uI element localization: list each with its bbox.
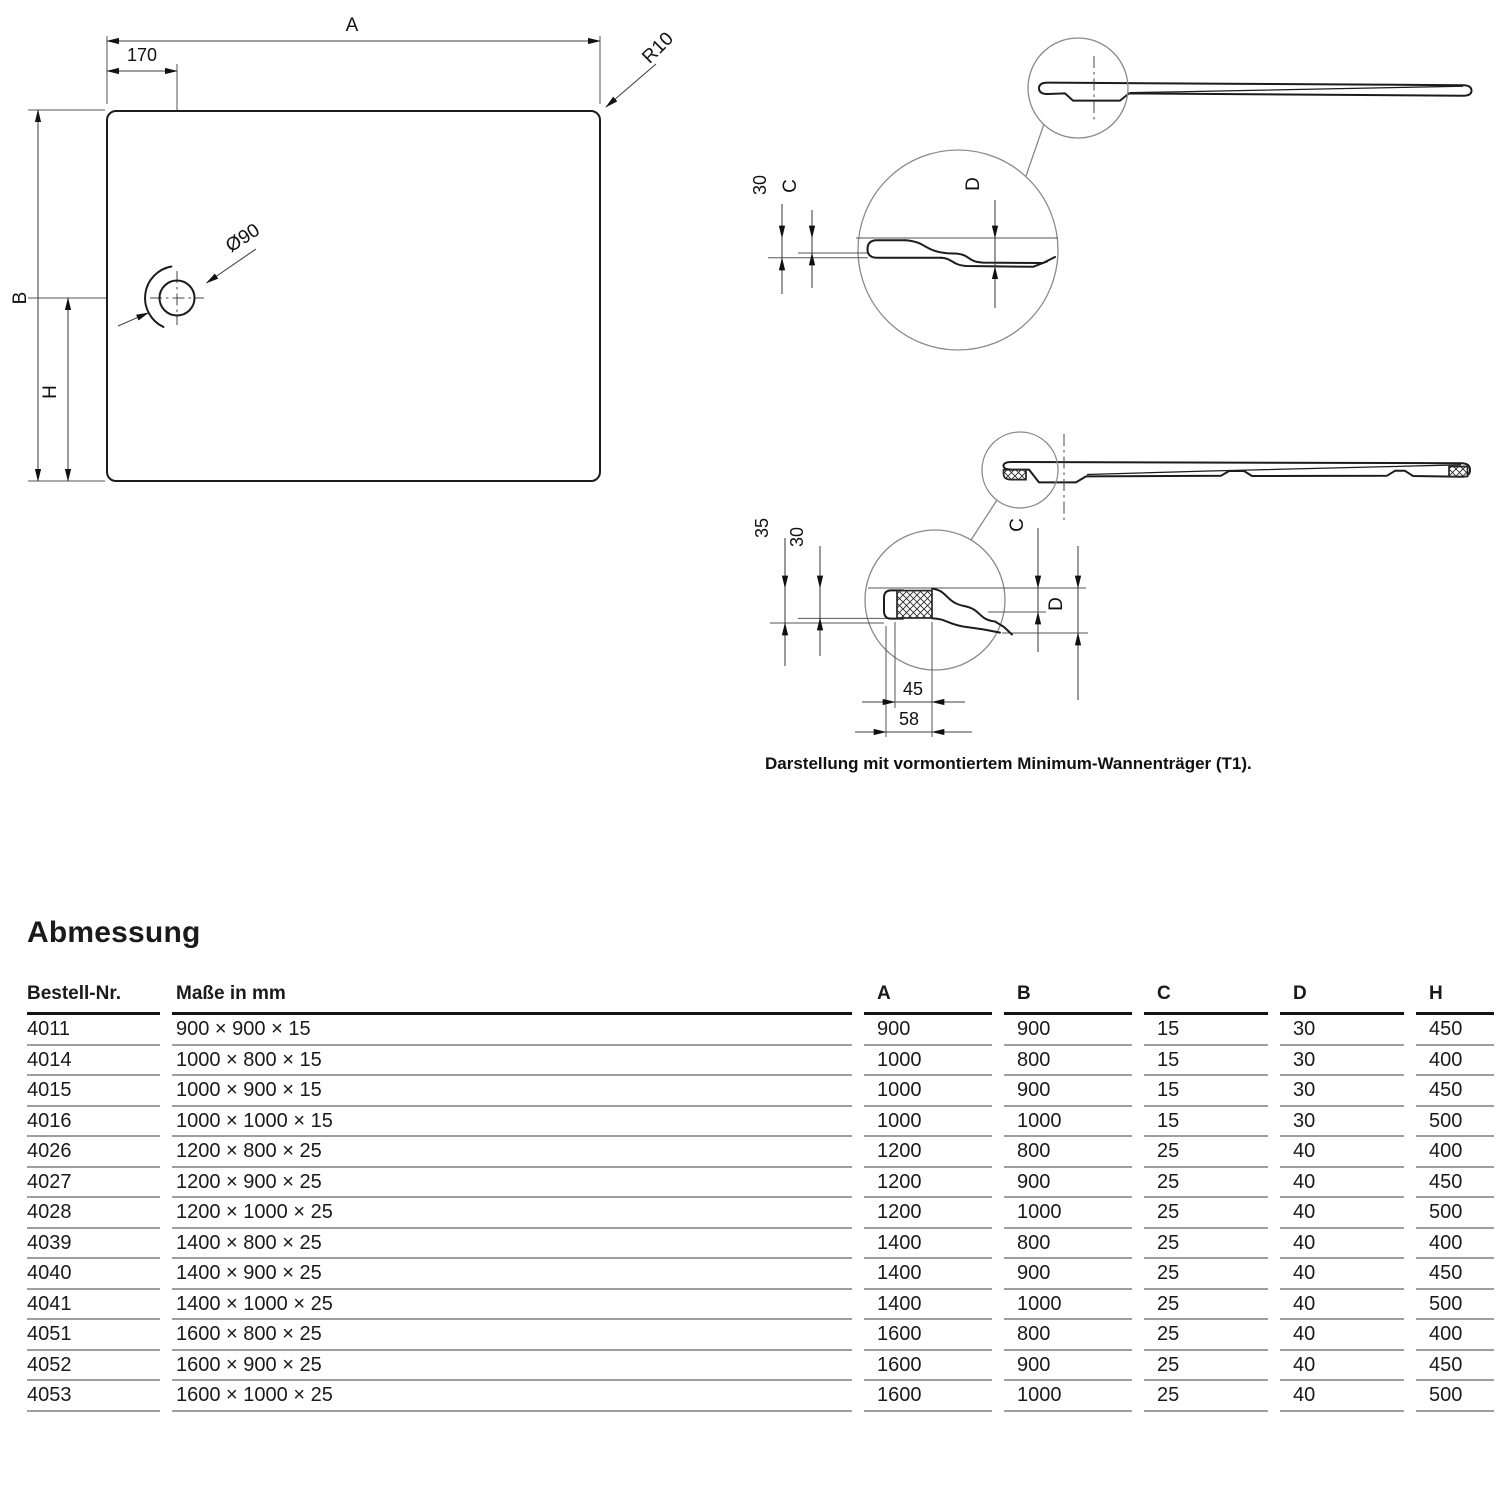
dim-label-b: B [10, 291, 31, 305]
order-number-cell: 4015 [27, 1076, 160, 1107]
value-cell: 40 [1280, 1137, 1404, 1168]
value-cell: 40 [1280, 1351, 1404, 1382]
order-number-cell: 4028 [27, 1198, 160, 1229]
value-cell: 1600 [864, 1381, 992, 1412]
tray-section-profile [1039, 83, 1472, 101]
value-cell: 500 [1416, 1290, 1494, 1321]
value-cell: 1600 × 900 × 25 [172, 1351, 852, 1382]
dim-label-30-top: 30 [750, 174, 770, 196]
dimension-b [10, 110, 38, 481]
value-cell: 450 [1416, 1168, 1494, 1199]
column-header: Bestell-Nr. [27, 983, 160, 1015]
value-cell: 1600 [864, 1320, 992, 1351]
order-number-cell: 4016 [27, 1107, 160, 1138]
detail-connector [1026, 124, 1044, 176]
value-cell: 25 [1144, 1259, 1268, 1290]
value-cell: 1000 × 800 × 15 [172, 1046, 852, 1077]
value-cell: 30 [1280, 1046, 1404, 1077]
value-cell: 400 [1416, 1137, 1494, 1168]
dim-label-c-bottom: C [1007, 518, 1028, 532]
value-cell: 450 [1416, 1076, 1494, 1107]
dim-label-a: A [345, 15, 359, 36]
value-cell: 25 [1144, 1229, 1268, 1260]
order-number-cell: 4027 [27, 1168, 160, 1199]
value-cell: 1400 × 800 × 25 [172, 1229, 852, 1260]
column-header: C [1144, 983, 1268, 1015]
dimension-35 [752, 518, 785, 666]
value-cell: 1000 [864, 1076, 992, 1107]
value-cell: 1400 [864, 1229, 992, 1260]
dimensions-table [27, 983, 1494, 1412]
value-cell: 400 [1416, 1320, 1494, 1351]
value-cell: 40 [1280, 1320, 1404, 1351]
value-cell: 800 [1004, 1229, 1132, 1260]
order-number-cell: 4039 [27, 1229, 160, 1260]
value-cell: 25 [1144, 1320, 1268, 1351]
value-cell: 30 [1280, 1015, 1404, 1046]
value-cell: 25 [1144, 1351, 1268, 1382]
order-number-cell: 4011 [27, 1015, 160, 1046]
dimension-c-bottom [1007, 518, 1038, 652]
dim-label-35: 35 [752, 517, 772, 539]
value-cell: 1200 [864, 1168, 992, 1199]
dim-label-h: H [40, 385, 61, 399]
value-cell: 1600 × 800 × 25 [172, 1320, 852, 1351]
value-cell: 25 [1144, 1381, 1268, 1412]
order-number-cell: 4026 [27, 1137, 160, 1168]
value-cell: 30 [1280, 1076, 1404, 1107]
dimensions-section [27, 916, 1494, 1412]
value-cell: 800 [1004, 1137, 1132, 1168]
section-view-top [750, 38, 1472, 350]
value-cell: 25 [1144, 1290, 1268, 1321]
tray-section-profile-t1 [1004, 462, 1471, 482]
dim-label-r10: R10 [638, 28, 678, 68]
column-header: B [1004, 983, 1132, 1015]
order-number-cell: 4040 [27, 1259, 160, 1290]
value-cell: 1000 × 1000 × 15 [172, 1107, 852, 1138]
value-cell: 800 [1004, 1320, 1132, 1351]
dim-label-170: 170 [126, 45, 158, 65]
order-number-cell: 4052 [27, 1351, 160, 1382]
value-cell: 1400 × 900 × 25 [172, 1259, 852, 1290]
dim-label-d-top: D [963, 177, 984, 191]
value-cell: 1200 × 1000 × 25 [172, 1198, 852, 1229]
value-cell: 900 [1004, 1076, 1132, 1107]
value-cell: 1200 [864, 1137, 992, 1168]
value-cell: 900 [864, 1015, 992, 1046]
value-cell: 400 [1416, 1046, 1494, 1077]
value-cell: 900 [1004, 1015, 1132, 1046]
value-cell: 1000 [864, 1046, 992, 1077]
dimension-a [107, 15, 600, 41]
dimension-c-top [780, 179, 812, 288]
value-cell: 1000 [1004, 1198, 1132, 1229]
dim-label-58: 58 [898, 709, 920, 729]
value-cell: 30 [1280, 1107, 1404, 1138]
value-cell: 40 [1280, 1229, 1404, 1260]
value-cell: 1000 [1004, 1290, 1132, 1321]
value-cell: 1000 × 900 × 15 [172, 1076, 852, 1107]
value-cell: 1200 × 800 × 25 [172, 1137, 852, 1168]
value-cell: 25 [1144, 1168, 1268, 1199]
edge-profile-magnified-t1 [770, 588, 1088, 635]
dimension-58 [855, 709, 972, 732]
value-cell: 40 [1280, 1168, 1404, 1199]
value-cell: 500 [1416, 1198, 1494, 1229]
value-cell: 500 [1416, 1381, 1494, 1412]
dim-label-30-bottom: 30 [787, 526, 807, 548]
dimension-30-top [750, 175, 782, 294]
drawing-caption: Darstellung mit vormontiertem Minimum-Wannenträger (T1). [765, 754, 1252, 773]
dim-label-d-bottom: D [1046, 597, 1067, 611]
value-cell: 450 [1416, 1351, 1494, 1382]
value-cell: 450 [1416, 1015, 1494, 1046]
value-cell: 900 × 900 × 15 [172, 1015, 852, 1046]
dim-label-diameter: Ø90 [222, 219, 264, 257]
order-number-cell: 4053 [27, 1381, 160, 1412]
order-number-cell: 4051 [27, 1320, 160, 1351]
detail-circle-large [858, 150, 1058, 350]
dim-label-c-top: C [780, 179, 801, 193]
value-cell: 1000 [1004, 1107, 1132, 1138]
column-header: H [1416, 983, 1494, 1015]
support-block-right [1449, 467, 1468, 477]
section-view-bottom [752, 432, 1470, 773]
column-header: D [1280, 983, 1404, 1015]
value-cell: 40 [1280, 1290, 1404, 1321]
value-cell: 1400 × 1000 × 25 [172, 1290, 852, 1321]
value-cell: 450 [1416, 1259, 1494, 1290]
value-cell: 15 [1144, 1015, 1268, 1046]
dimension-d-top [963, 177, 995, 308]
value-cell: 900 [1004, 1351, 1132, 1382]
support-block-left [1004, 470, 1027, 480]
column-header: A [864, 983, 992, 1015]
column-header: Maße in mm [172, 983, 852, 1015]
dim-label-45: 45 [902, 679, 924, 699]
dimension-170 [107, 45, 177, 71]
order-number-cell: 4014 [27, 1046, 160, 1077]
dimension-d-bottom [1046, 546, 1078, 700]
value-cell: 25 [1144, 1137, 1268, 1168]
value-cell: 1000 [864, 1107, 992, 1138]
section-title: Abmessung [27, 916, 201, 949]
value-cell: 25 [1144, 1198, 1268, 1229]
value-cell: 40 [1280, 1198, 1404, 1229]
value-cell: 15 [1144, 1076, 1268, 1107]
dimension-30-bottom [787, 527, 820, 656]
order-number-cell: 4041 [27, 1290, 160, 1321]
value-cell: 900 [1004, 1168, 1132, 1199]
value-cell: 1200 × 900 × 25 [172, 1168, 852, 1199]
value-cell: 40 [1280, 1381, 1404, 1412]
value-cell: 1400 [864, 1290, 992, 1321]
value-cell: 800 [1004, 1046, 1132, 1077]
dimension-h [40, 298, 68, 481]
value-cell: 40 [1280, 1259, 1404, 1290]
value-cell: 900 [1004, 1259, 1132, 1290]
tray-outline [107, 111, 600, 481]
value-cell: 1400 [864, 1259, 992, 1290]
value-cell: 500 [1416, 1107, 1494, 1138]
detail-connector-t1 [971, 500, 997, 540]
value-cell: 1000 [1004, 1381, 1132, 1412]
value-cell: 15 [1144, 1046, 1268, 1077]
value-cell: 1200 [864, 1198, 992, 1229]
value-cell: 400 [1416, 1229, 1494, 1260]
plan-view [10, 15, 678, 481]
value-cell: 1600 × 1000 × 25 [172, 1381, 852, 1412]
value-cell: 15 [1144, 1107, 1268, 1138]
dimension-r10 [606, 28, 678, 107]
value-cell: 1600 [864, 1351, 992, 1382]
